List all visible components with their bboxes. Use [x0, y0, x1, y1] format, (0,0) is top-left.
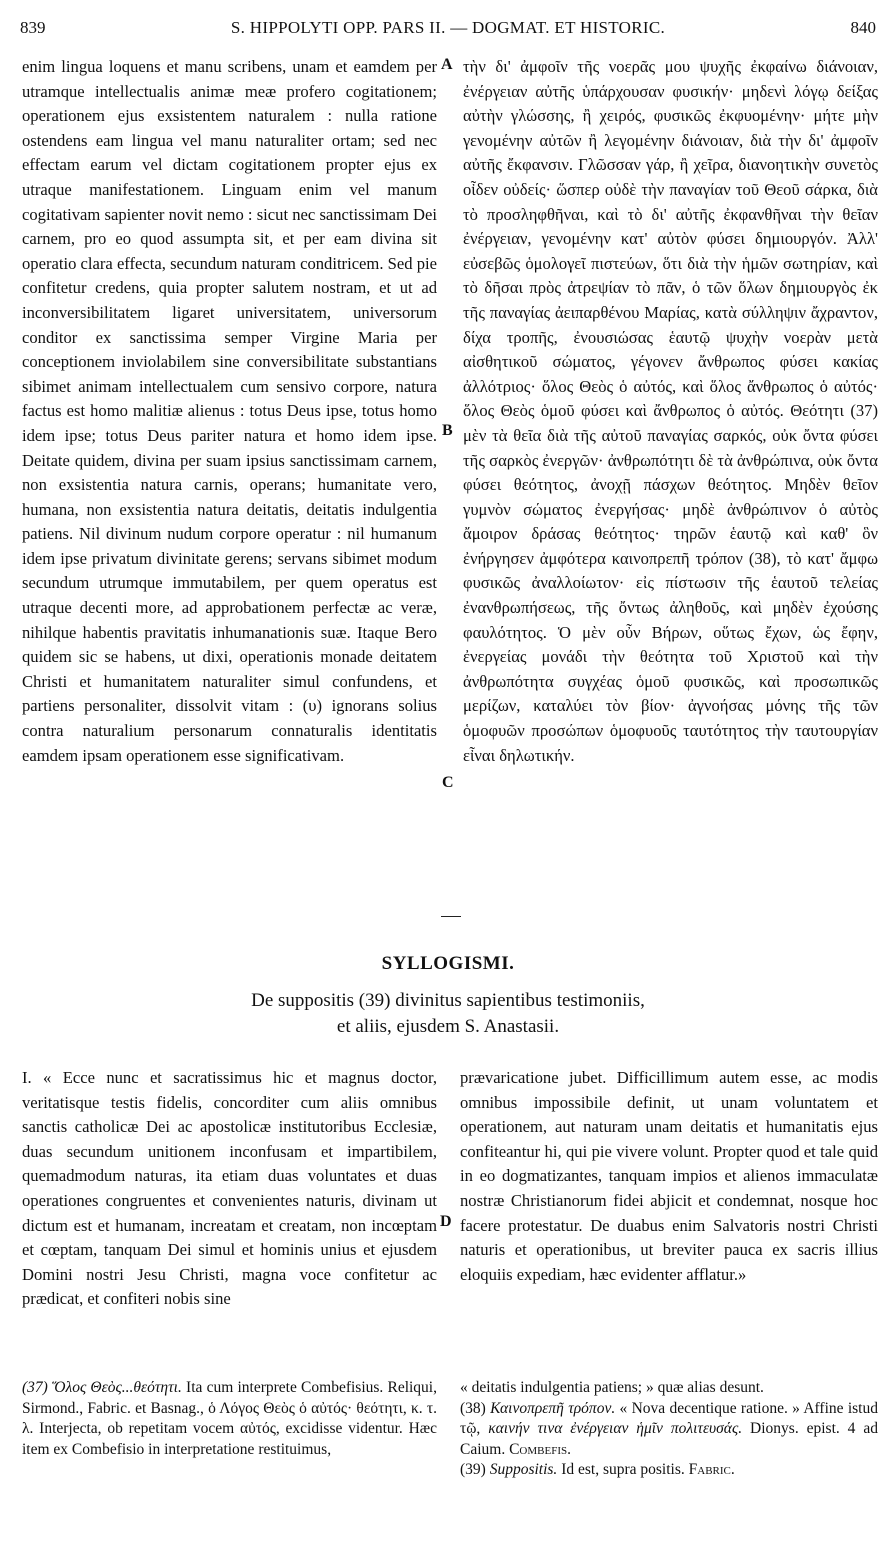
latin-column-bottom-left — [22, 1066, 437, 1312]
latin-text-bottom-left: I. « Ecce nunc et sacratissimus hic et magnus doctor, veritatisque testis fidelis, concorditer cum aliis omnibus sanctis catholicæ Dei ac apostolicæ institutoribus Ecclesiæ, duas secundum unitionem inconfusam et impartibilem, quemadmodum naturas, ita etiam duas voluntates et duas operationes congruentes et convenientes naturis, divinam ut dictum est et humanam, increatam et creatam, non incœptam et cœptam, tanquam Dei simul et hominis unius et ejusdem Domini nostri Jesu Christi, magna voce confitetur ac prædicat, et confiteri nobis sine — [22, 1068, 437, 1309]
latin-text-top: enim lingua loquens et manu scribens, unam et eamdem per utramque intellectualis animæ meæ profero cogitationem; operationem ejus exsistentem naturalem : nulla ratione ostendens eam lingua vel manu naturaliter ortam; sed nec effectam earum vel dictam cogitationem propter ejus ex utraque manifestationem. Linguam enim vel manum cogitativam sapienter novit nemo : sicut nec sanctissimam Dei carnem, pro eo quod assumpta sit, et per eam divina sit operatio clara effecta, secundum naturam conditricem. Sed pie confitetur credens, quia propter salutem nostram, et ut ad inconversibilitatem ligaret universitatem, universorum conditor ex sanctissima semper Virgine Maria per conceptionem inviolabilem sine conversibilitate substantians sibimet animam intellectualem cum sensivo corpore, natura factus est homo malitiæ alienus : totus Deus ipse, totus homo idem ipse; totus Deus pariter natura et homo idem ipse. Deitate quidem, divina per suam ipsius sanctissimam carnem, non exsistentia natura carnis, operans; humanitate vero, humana, non exsistentia natura deitatis, deitatis indulgentia patiens. Nil divinum nudum corpore operatur : nil humanum idem ipse privatum divinitate gerens; servans sibimet modum secundum utrumque immutabilem, per quem operatus est utraque decenti more, ad approbationem perfectæ ac veræ, nihilque habentis pravitatis inhumanationis suæ. Itaque Bero quidem sic se habens, ut dixi, operationis monade deitatem Christi et humanitatem naturaliter simul confundens, et partiens personaliter, dissolvit vitam : (υ) ignorans solius contra naturalium personarum connaturalis identitatis eamdem ipsam operationem esse significativam. — [22, 57, 437, 765]
section-divider — [441, 916, 461, 917]
footnote-38-author: Combefis. — [509, 1440, 571, 1458]
footnote-39-lemma: Suppositis. — [489, 1461, 558, 1478]
margin-letter-c: C — [442, 774, 454, 791]
footnote-38 — [460, 1399, 878, 1461]
section-subtitle-line-2: et aliis, ejusdem S. Anastasii. — [336, 1016, 560, 1037]
footnote-39-text: Id est, supra positis. — [557, 1461, 689, 1478]
footnote-38-quote: καινήν τινα ἐνέργειαν ἡμῖν πολιτευσάς. — [488, 1420, 743, 1437]
latin-column-top — [22, 55, 437, 768]
margin-letter-a: A — [441, 56, 453, 73]
section-title: SYLLOGISMI. — [381, 953, 515, 974]
margin-letter-d: D — [440, 1213, 452, 1230]
footnote-39 — [460, 1460, 878, 1481]
page-number-left: 839 — [20, 18, 46, 37]
footnote-39-number: (39) — [460, 1461, 490, 1478]
footnote-38-number: (38) — [460, 1399, 491, 1417]
latin-column-bottom-right — [460, 1066, 878, 1287]
footnote-39-author: Fabric. — [688, 1461, 735, 1478]
latin-text-bottom-right: prævaricatione jubet. Difficillimum autem esse, ac modis omnibus impossibile definit, ut unam voluntatem et operationem, aut naturam unam deitatis et humanitatis ejus confiteantur hi, qui pie vivere volunt. Propter quod et tale quid in eo dogmatizantes, tanquam impios et alienos immaculatæ nostræ Christianorum fidei abjicit et condemnat, nosque hoc facere protestatur. De duabus enim Salvatoris nostri Christi naturis et operationibus, ut breviter pauca ex sacris illius eloquiis expediam, hæc evidenter afflatur.» — [460, 1068, 878, 1284]
section-subtitle-line-1: De suppositis (39) divinitus sapientibus testimoniis, — [251, 990, 645, 1011]
footnote-37-lemma: (37) Ὅλος Θεὸς...θεότητι. — [22, 1379, 182, 1396]
running-header — [20, 18, 876, 44]
footnote-38-source: Dionys. epist. 4 ad Caium. — [460, 1420, 878, 1458]
footnote-38-text: « Nova decentique ratione. » Affine istud τῷ, — [460, 1399, 878, 1437]
margin-letter-b: B — [442, 422, 453, 439]
footnote-38-lemma: Καινοπρεπῆ τρόπον. — [490, 1399, 616, 1417]
greek-text-top: τὴν δι' ἀμφοῖν τῆς νοερᾶς μου ψυχῆς ἐκφαίνω διάνοιαν, ἐνέργειαν αὐτῆς ὑπάρχουσαν φυσικήν· μηδενὶ λόγῳ δείξας αὐτὴν γλώσσης, ἢ χειρός, φυσικῶς ἐκφυομένην· μήτε μὴν γενομένην αὐτῶν ἢ λεγομένην διάνοιαν, διὰ τὴν δι' ἀμφοῖν αὐτῆς ἔκφανσιν. Γλῶσσαν γάρ, ἢ χεῖρα, διανοητικὴν συνετὸς οἶδεν οὐδείς· ὥσπερ οὐδὲ τὴν παναγίαν τοῦ Θεοῦ σάρκα, διὰ τὸ προσληφθῆναι, καὶ τὸ δι' αὐτῆς ἐκφανθῆναι τὴν θεῖαν ἐνέργειαν, γενομένην κατ' αὐτὸν φύσει δημιουργόν. Ἀλλ' εὐσεβῶς ὁμολογεῖ πιστεύων, ὅτι διὰ τὴν ἡμῶν σωτηρίαν, καὶ τὸ δῆσαι πρὸς ἀτρεψίαν τὸ πᾶν, ὁ τῶν ὅλων δημιουργὸς ἐκ τῆς παναγίας ἀειπαρθένου Μαρίας, κατὰ σύλληψιν ἄχραντον, δίχα τροπῆς, ἐνουσιώσας ἑαυτῷ ψυχὴν νοερὰν μετὰ αἰσθητικοῦ σώματος, γέγονεν ἄνθρωπος φύσει κακίας ἀλλότριος· ὅλος Θεὸς ὁ αὐτός, καὶ ὅλος ἄνθρωπος ὁ αὐτός· ὅλος Θεὸς ὁμοῦ φύσει καὶ ἄνθρωπος ὁ αὐτός. Θεότητι (37) μὲν τὰ θεῖα διὰ τῆς αὐτοῦ παναγίας σαρκός, οὐκ ὄντα φύσει τῆς σαρκὸς ἐνεργῶν· ἀνθρωπότητι δὲ τὰ ἀνθρώπινα, οὐκ ὄντα φύσει θεότητος, ἀνοχῇ πάσχων θεότητος. Μηδὲν θεῖον γυμνὸν σώματος ἐνεργήσας· μηδὲ ἀνθρώπινον ὁ αὐτὸς ἄμοιρον δράσας θεότητος· τηρῶν ἑαυτῷ καὶ καθ' ὃν ἐνήργησεν ἀμφότερα καινοπρεπῆ τρόπον (38), τὸ κατ' ἄμφω φυσικῶς ἀναλλοίωτον· εἰς πίστωσιν τῆς ἑαυτοῦ τελείας ἐνανθρωπήσεως, τῆς ὄντως ἀληθοῦς, καὶ μηδὲν ἐχούσης φαυλότητος. Ὁ μὲν οὖν Βήρων, οὕτως ἔχων, ὡς ἔφην, ἐνεργείας μονάδι τὴν θεότητα τοῦ Χριστοῦ καὶ τὴν ἀνθρωπότητα συγχέας ὁμοῦ φυσικῶς, καὶ προσωπικῶς μερίζων, καταλύει τὸν βίον· ἀγνοήσας μόνης τῆς τῶν ὁμοφυῶν προσώπων ὁμοφυοῦς ταυτότητος τὴν ταυτουργίαν εἶναι δηλωτικήν. — [463, 57, 878, 765]
footnote-37 — [22, 1378, 437, 1460]
running-title: S. HIPPOLYTI OPP. PARS II. — DOGMAT. ET HISTORIC. — [230, 18, 666, 37]
footnotes-left — [22, 1378, 437, 1460]
footnote-37-continuation: « deitatis indulgentia patiens; » quæ alias desunt. — [460, 1379, 764, 1396]
page-number-right: 840 — [850, 18, 876, 37]
greek-column-top — [463, 55, 878, 768]
footnote-37-text: Ita cum interprete Combefisius. Reliqui, Sirmond., Fabric. et Basnag., ὁ Λόγος Θεὸς ὁ αὐτός· θεότητι, κ. τ. λ. Interjecta, ob repetitam vocem αὐτός, excidisse videntur. Hæc item ex Combefisio in interpretatione restituimus, — [22, 1379, 437, 1458]
footnotes-right — [460, 1378, 878, 1481]
